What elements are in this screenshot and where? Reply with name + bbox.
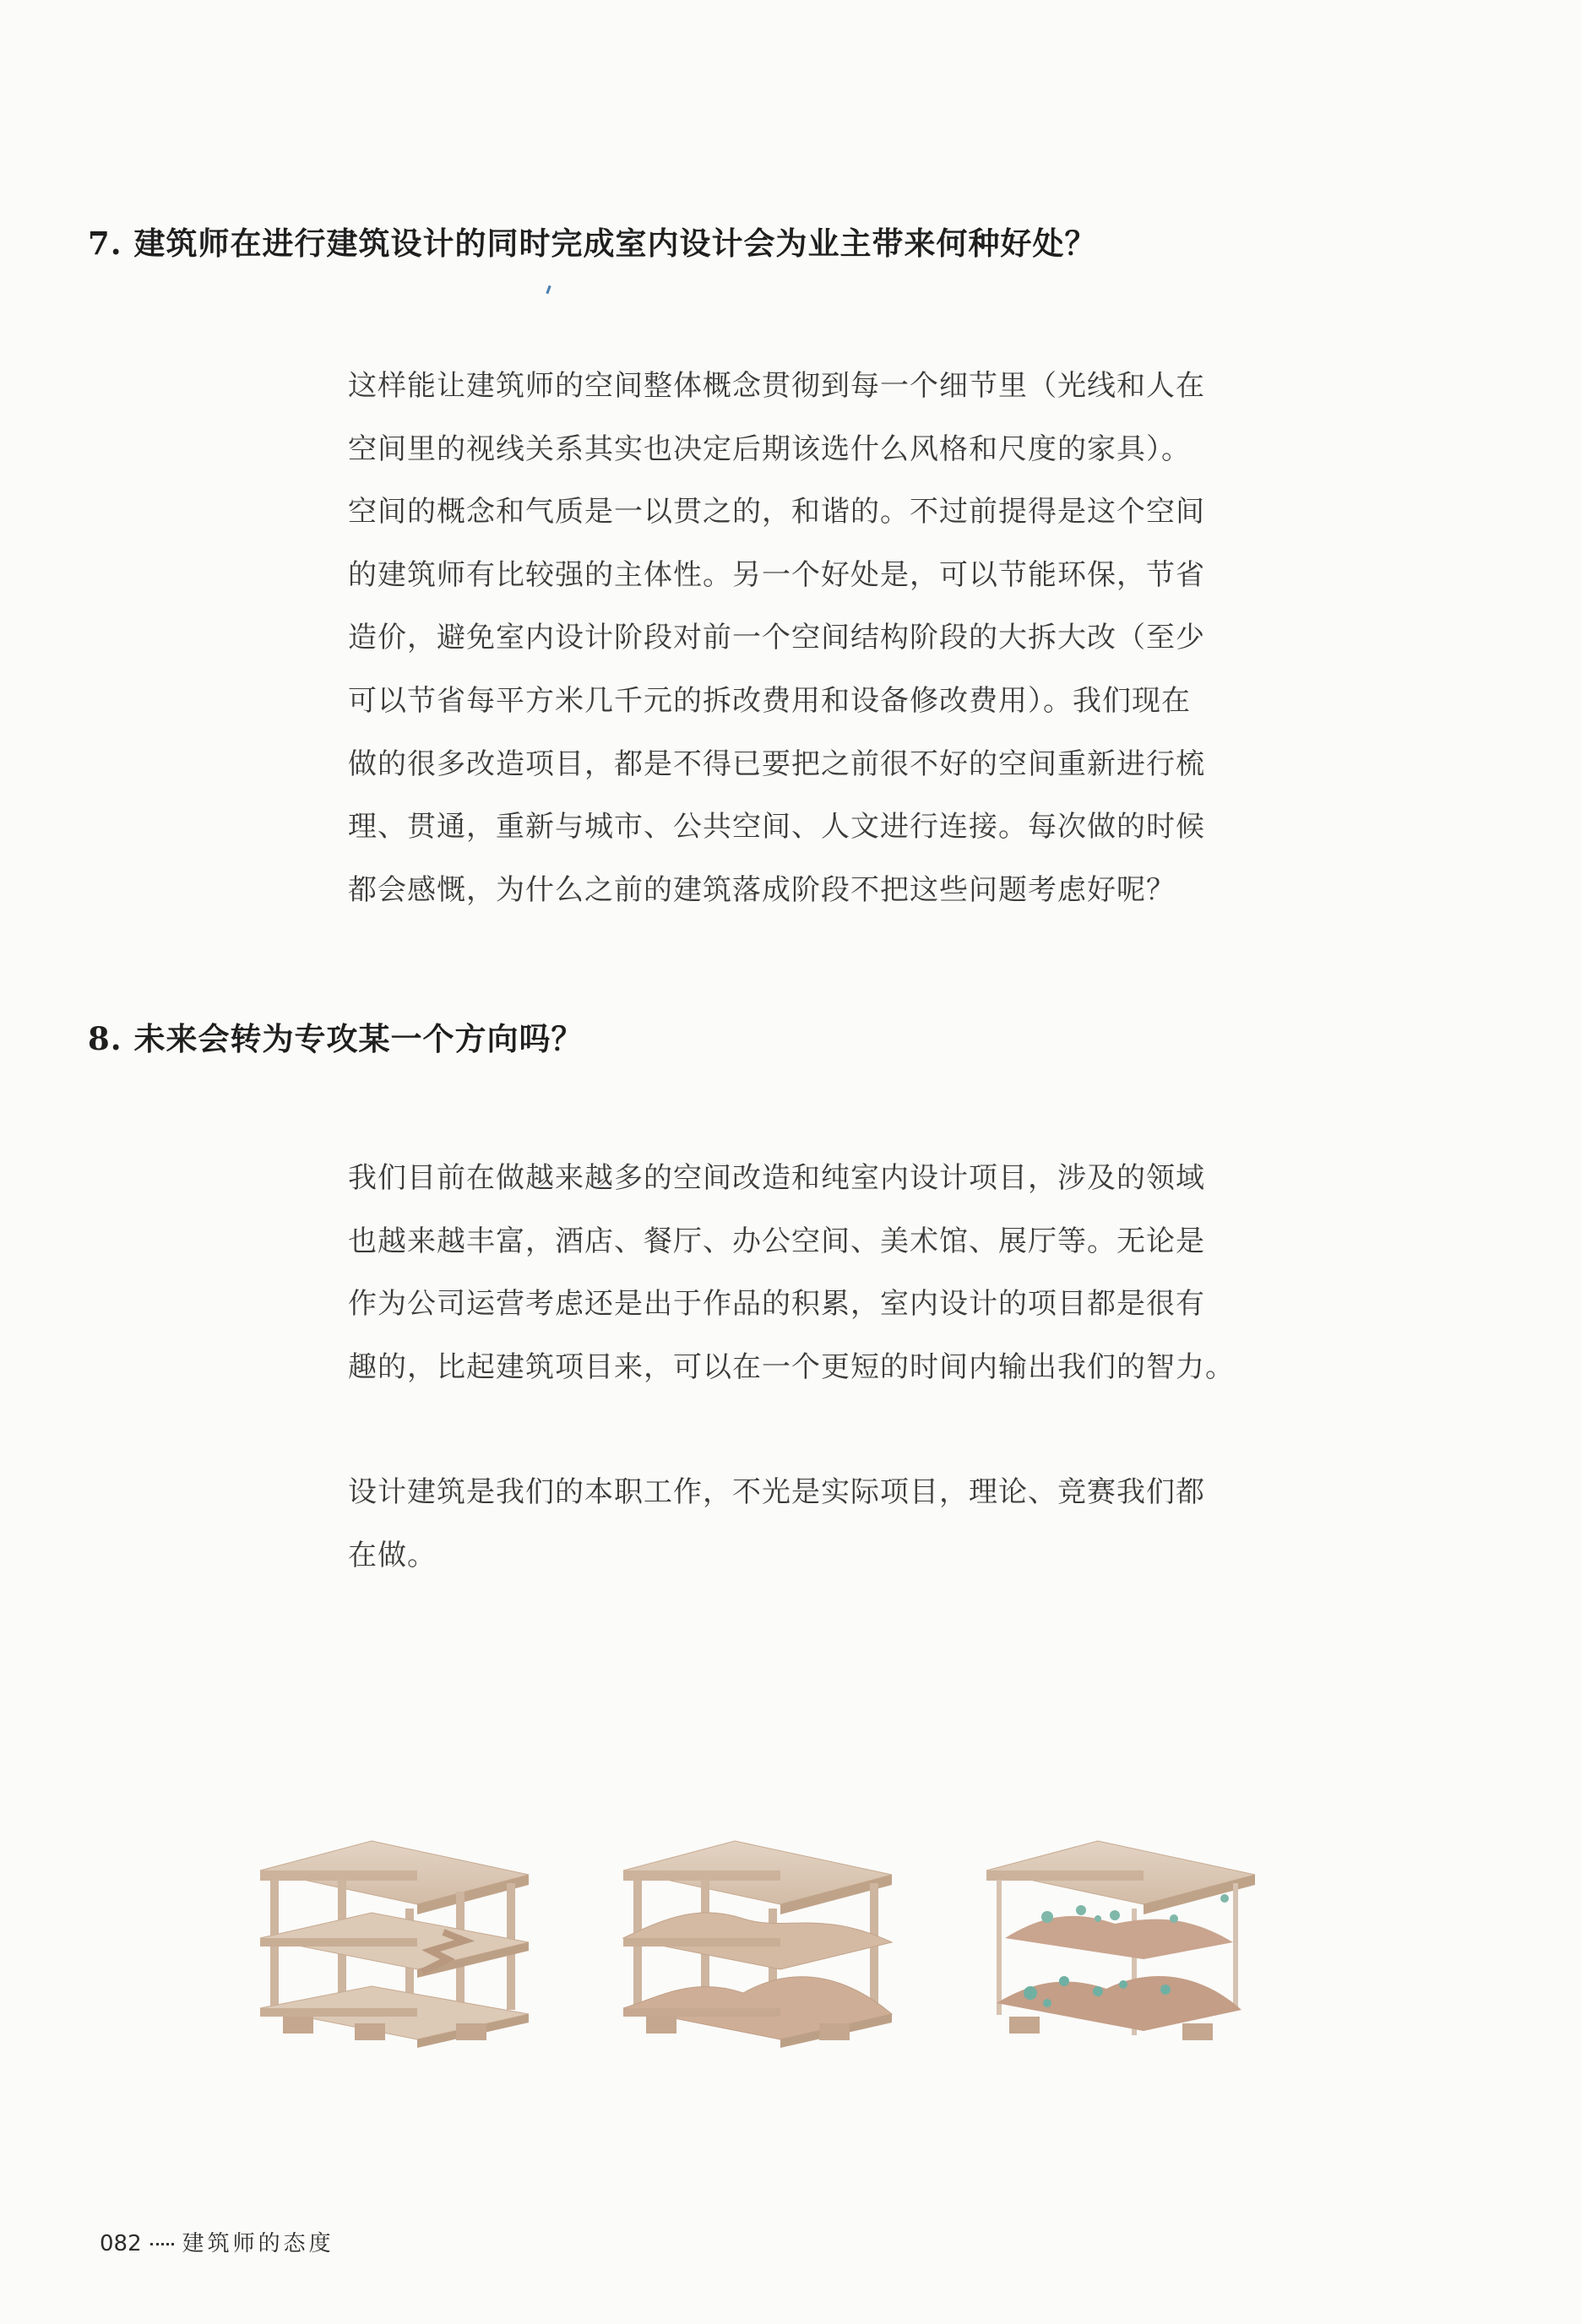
question-7-answer — [348, 355, 1285, 921]
answer-line: 作为公司运营考虑还是出于作品的积累，室内设计的项目都是很有 — [348, 1287, 1205, 1322]
question-8-heading: 8. 未来会转为专攻某一个方向吗？ — [88, 1020, 584, 1057]
ink-mark — [546, 285, 551, 294]
question-7-heading: 7. 建筑师在进行建筑设计的同时完成室内设计会为业主带来何种好处？ — [88, 225, 1097, 262]
building-model-terrain — [623, 1841, 892, 2048]
page-footer — [100, 2226, 334, 2257]
answer-line: 可以节省每平方米几千元的拆改费用和设备修改费用）。我们现在 — [348, 683, 1191, 718]
answer-line: 在做。 — [348, 1538, 437, 1572]
answer-line: 空间的概念和气质是一以贯之的，和谐的。不过前提得是这个空间 — [348, 495, 1205, 529]
question-8-answer — [348, 1147, 1285, 1588]
page-number: 082 — [100, 2231, 142, 2256]
answer-line: 都会感慨，为什么之前的建筑落成阶段不把这些问题考虑好呢？ — [348, 872, 1176, 907]
building-model-landscape — [986, 1841, 1255, 2040]
footer-separator — [150, 2243, 174, 2245]
book-title: 建筑师的态度 — [182, 2231, 334, 2256]
answer-line: 也越来越丰富，酒店、餐厅、办公空间、美术馆、展厅等。无论是 — [348, 1224, 1205, 1258]
answer-line: 的建筑师有比较强的主体性。另一个好处是，可以节能环保，节省 — [348, 557, 1205, 592]
answer-line: 我们目前在做越来越多的空间改造和纯室内设计项目，涉及的领域 — [348, 1161, 1205, 1195]
building-models-illustration — [253, 1824, 1292, 2077]
answer-line: 造价，避免室内设计阶段对前一个空间结构阶段的大拆大改（至少 — [348, 621, 1205, 655]
answer-line: 这样能让建筑师的空间整体概念贯彻到每一个细节里（光线和人在 — [348, 369, 1205, 403]
illustration-svg — [253, 1824, 1292, 2077]
answer-line: 空间里的视线关系其实也决定后期该选什么风格和尺度的家具）。 — [348, 432, 1191, 466]
answer-line: 做的很多改造项目，都是不得已要把之前很不好的空间重新进行梳 — [348, 747, 1205, 781]
answer-line: 理、贯通，重新与城市、公共空间、人文进行连接。每次做的时候 — [348, 810, 1205, 844]
building-model-stairs — [260, 1841, 529, 2048]
answer-line: 趣的，比起建筑项目来，可以在一个更短的时间内输出我们的智力。 — [348, 1349, 1235, 1384]
answer-line: 设计建筑是我们的本职工作，不光是实际项目，理论、竞赛我们都 — [348, 1475, 1205, 1510]
